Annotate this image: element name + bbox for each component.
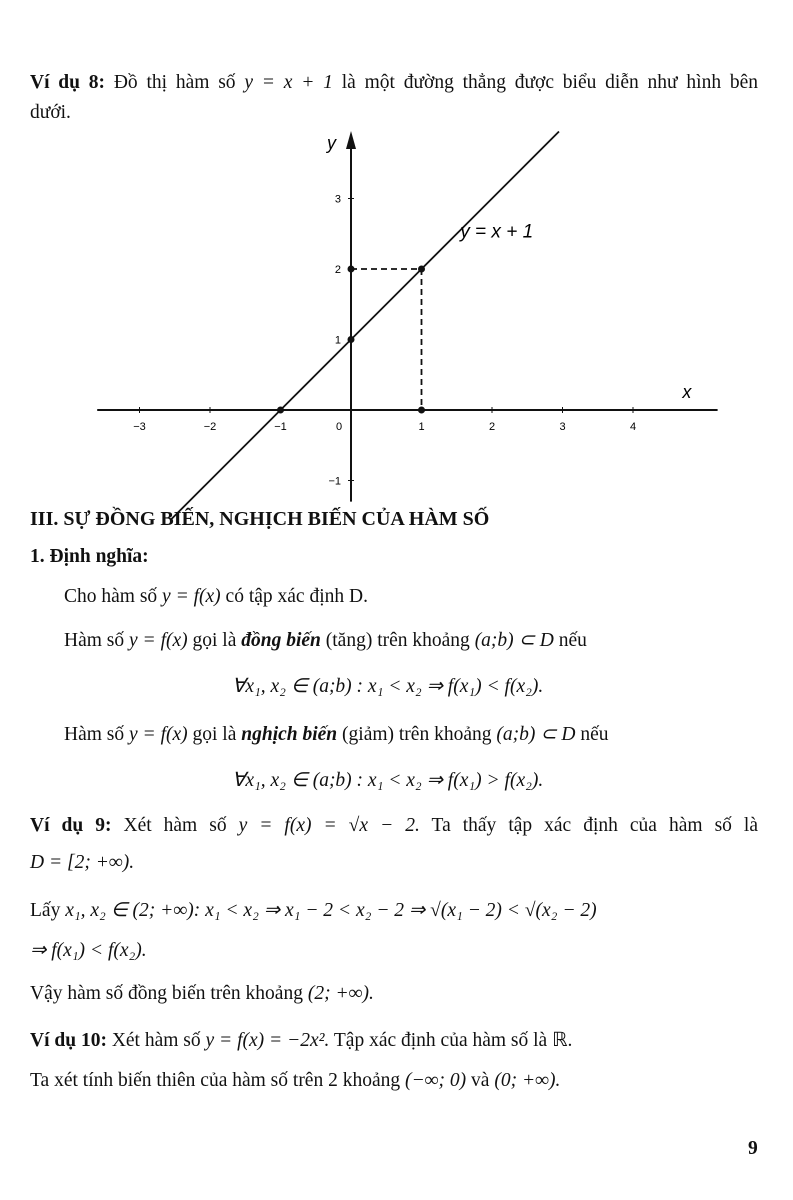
example9-implies: ⇒ f(x₁) < f(x₂). xyxy=(30,940,147,961)
y-axis-arrow-icon xyxy=(346,131,356,149)
text: có tập xác định D. xyxy=(225,586,368,607)
example-label: Ví dụ 10: xyxy=(30,1030,107,1051)
section-heading: III. SỰ ĐỒNG BIẾN, NGHỊCH BIẾN CỦA HÀM SỐ xyxy=(30,508,490,530)
math: (2; +∞). xyxy=(307,983,374,1004)
decreasing-definition xyxy=(64,722,609,746)
increasing-formula: ∀x₁, x₂ ∈ (a;b) : x₁ < x₂ ⇒ f(x₁) < f(x₂). xyxy=(232,676,544,697)
y-tick-label: 3 xyxy=(334,193,341,206)
text: nếu xyxy=(580,724,609,745)
origin-label: 0 xyxy=(335,421,343,433)
example9-line1 xyxy=(30,815,758,837)
text: Vậy hàm số đồng biến trên khoảng xyxy=(30,983,303,1004)
x-tick-label: 1 xyxy=(418,421,425,433)
example9-domain: D = [2; +∞). xyxy=(30,852,135,873)
decreasing-formula: ∀x₁, x₂ ∈ (a;b) : x₁ < x₂ ⇒ f(x₁) > f(x₂). xyxy=(232,770,544,791)
data-point xyxy=(348,266,355,273)
x-tick-label: 4 xyxy=(629,421,637,433)
text: và xyxy=(471,1070,490,1091)
y-tick-label: 2 xyxy=(334,264,341,276)
text: Ta xét tính biến thiên của hàm số trên 2 khoảng xyxy=(30,1070,401,1091)
text: Xét hàm số xyxy=(123,815,227,836)
x-tick-label: 3 xyxy=(559,421,566,433)
example10-line1 xyxy=(30,1028,572,1052)
y-axis-label: y xyxy=(327,133,336,154)
math: (a;b) ⊂ D xyxy=(474,630,554,651)
text: Cho hàm số xyxy=(64,586,158,607)
math: y = f(x) = √x − 2. xyxy=(238,815,420,836)
x-tick-label: −2 xyxy=(203,421,217,433)
y-tick-label: 1 xyxy=(334,334,341,347)
example9-conclusion xyxy=(30,983,374,1005)
text: Xét hàm số xyxy=(111,1030,201,1051)
math: y = f(x) xyxy=(162,586,221,607)
math: x₁, x₂ ∈ (2; +∞): x₁ < x₂ ⇒ x₁ − 2 < x₂ − 2 ⇒ √(x₁ − 2) < √(x₂ − 2) xyxy=(65,900,597,921)
series-line xyxy=(171,132,559,520)
math: y = f(x) xyxy=(129,724,188,745)
text: Lấy xyxy=(30,900,61,921)
text: (giảm) trên khoảng xyxy=(342,724,492,745)
definition-intro xyxy=(64,586,368,608)
x-axis-label: x xyxy=(682,382,692,402)
text: Đồ thị hàm số xyxy=(113,72,236,93)
example-label: Ví dụ 9: xyxy=(30,815,112,836)
y-tick-label: −1 xyxy=(328,475,341,488)
x-tick-label: −3 xyxy=(133,421,146,433)
text: (tăng) trên khoảng xyxy=(325,630,470,651)
line-label: y = x + 1 xyxy=(460,221,534,243)
math: y = f(x) xyxy=(129,630,188,651)
data-point xyxy=(418,266,425,273)
text: là một đường thẳng được biểu diễn như hình bên xyxy=(341,72,759,93)
text: Hàm số xyxy=(64,724,125,745)
math: y = x + 1 xyxy=(244,72,333,93)
text: gọi là xyxy=(192,724,237,745)
example-label: Ví dụ 8: xyxy=(30,72,106,93)
text: Tập xác định của hàm số là ℝ. xyxy=(333,1030,573,1051)
math: (0; +∞). xyxy=(494,1070,561,1091)
graph-y-equals-x-plus-1 xyxy=(0,0,793,540)
term: đồng biến xyxy=(241,630,321,651)
text: nếu xyxy=(558,630,587,651)
data-point xyxy=(277,407,284,414)
example10-line2 xyxy=(30,1070,560,1092)
x-tick-label: −1 xyxy=(274,421,287,433)
math: (−∞; 0) xyxy=(405,1070,467,1091)
x-tick-label: 2 xyxy=(488,421,496,433)
data-point xyxy=(418,407,425,414)
math: (a;b) ⊂ D xyxy=(496,724,576,745)
text: gọi là xyxy=(192,630,237,651)
text: Hàm số xyxy=(64,630,125,651)
term: nghịch biến xyxy=(241,724,338,745)
example9-proof xyxy=(30,898,597,922)
page-number: 9 xyxy=(748,1138,758,1159)
text: Ta thấy tập xác định của hàm số là xyxy=(431,815,758,836)
subsection-heading: 1. Định nghĩa: xyxy=(30,546,149,567)
example8-line2: dưới. xyxy=(30,102,71,123)
math: y = f(x) = −2x². xyxy=(205,1030,330,1051)
data-point xyxy=(348,336,355,343)
increasing-definition xyxy=(64,628,587,652)
